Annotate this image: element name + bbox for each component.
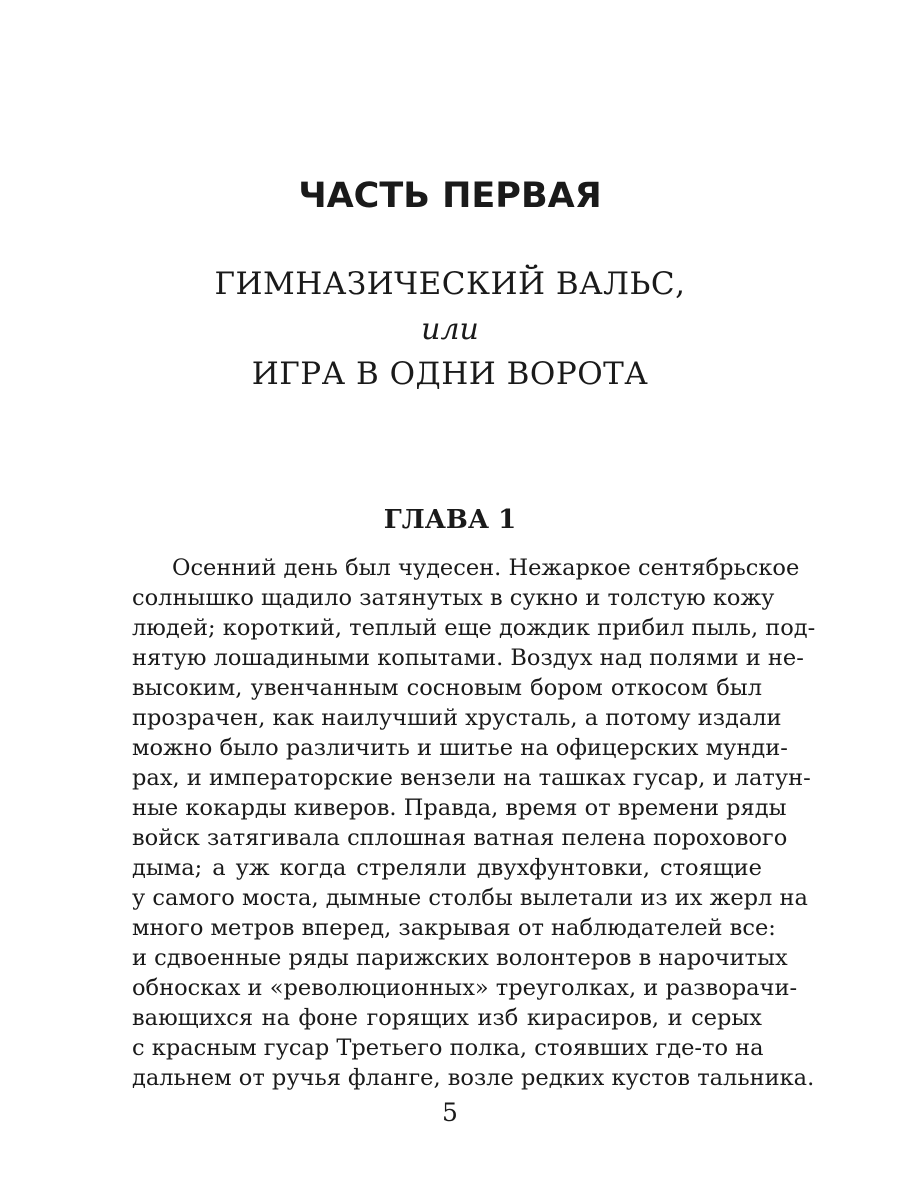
text-line: войск затягивала сплошная ватная пелена порохового [132,825,788,851]
text-line: Осенний день был чудесен. Нежаркое сентябрьское [172,555,800,581]
subtitle-line-1: ГИМНАЗИЧЕСКИЙ ВАЛЬС, [214,266,686,302]
text-line: рах, и императорские вензели на ташках гусар, и латун- [132,765,811,791]
text-line: дальнем от ручья фланге, возле редких кустов тальника. [132,1065,815,1091]
text-line: много метров вперед, закрывая от наблюдателей все: [132,915,776,941]
text-line: солнышко щадило затянутых в сукно и толстую кожу [132,585,775,611]
chapter-title: ГЛАВА 1 [383,505,517,535]
subtitle-connector: или [421,312,479,347]
subtitle-line-2: ИГРА В ОДНИ ВОРОТА [251,356,649,392]
text-line: ные кокарды киверов. Правда, время от времени ряды [132,795,787,821]
text-line: обносках и «революционных» треуголках, и разворачи- [132,975,798,1001]
chapter-paragraph [132,553,816,1093]
subtitle-block [0,262,900,397]
page-number: 5 [442,1098,458,1127]
text-line: у самого моста, дымные столбы вылетали из их жерл на [132,885,808,911]
text-line: прозрачен, как наилучший хрусталь, а потому издали [132,705,782,731]
text-line: дыма; а уж когда стреляли двухфунтовки, стоящие [132,855,762,881]
text-line: вающихся на фоне горящих изб кирасиров, и серых [132,1005,762,1031]
text-line: и сдвоенные ряды парижских волонтеров в нарочитых [132,945,788,971]
text-line: нятую лошадиными копытами. Воздух над полями и не- [132,645,804,671]
text-line: можно было различить и шитье на офицерских мунди- [132,735,788,761]
text-line: людей; короткий, теплый еще дождик прибил пыль, под- [132,615,816,641]
part-title: ЧАСТЬ ПЕРВАЯ [298,176,602,216]
text-line: высоким, увенчанным сосновым бором откосом был [132,675,762,701]
text-line: с красным гусар Третьего полка, стоявших где-то на [132,1035,764,1061]
